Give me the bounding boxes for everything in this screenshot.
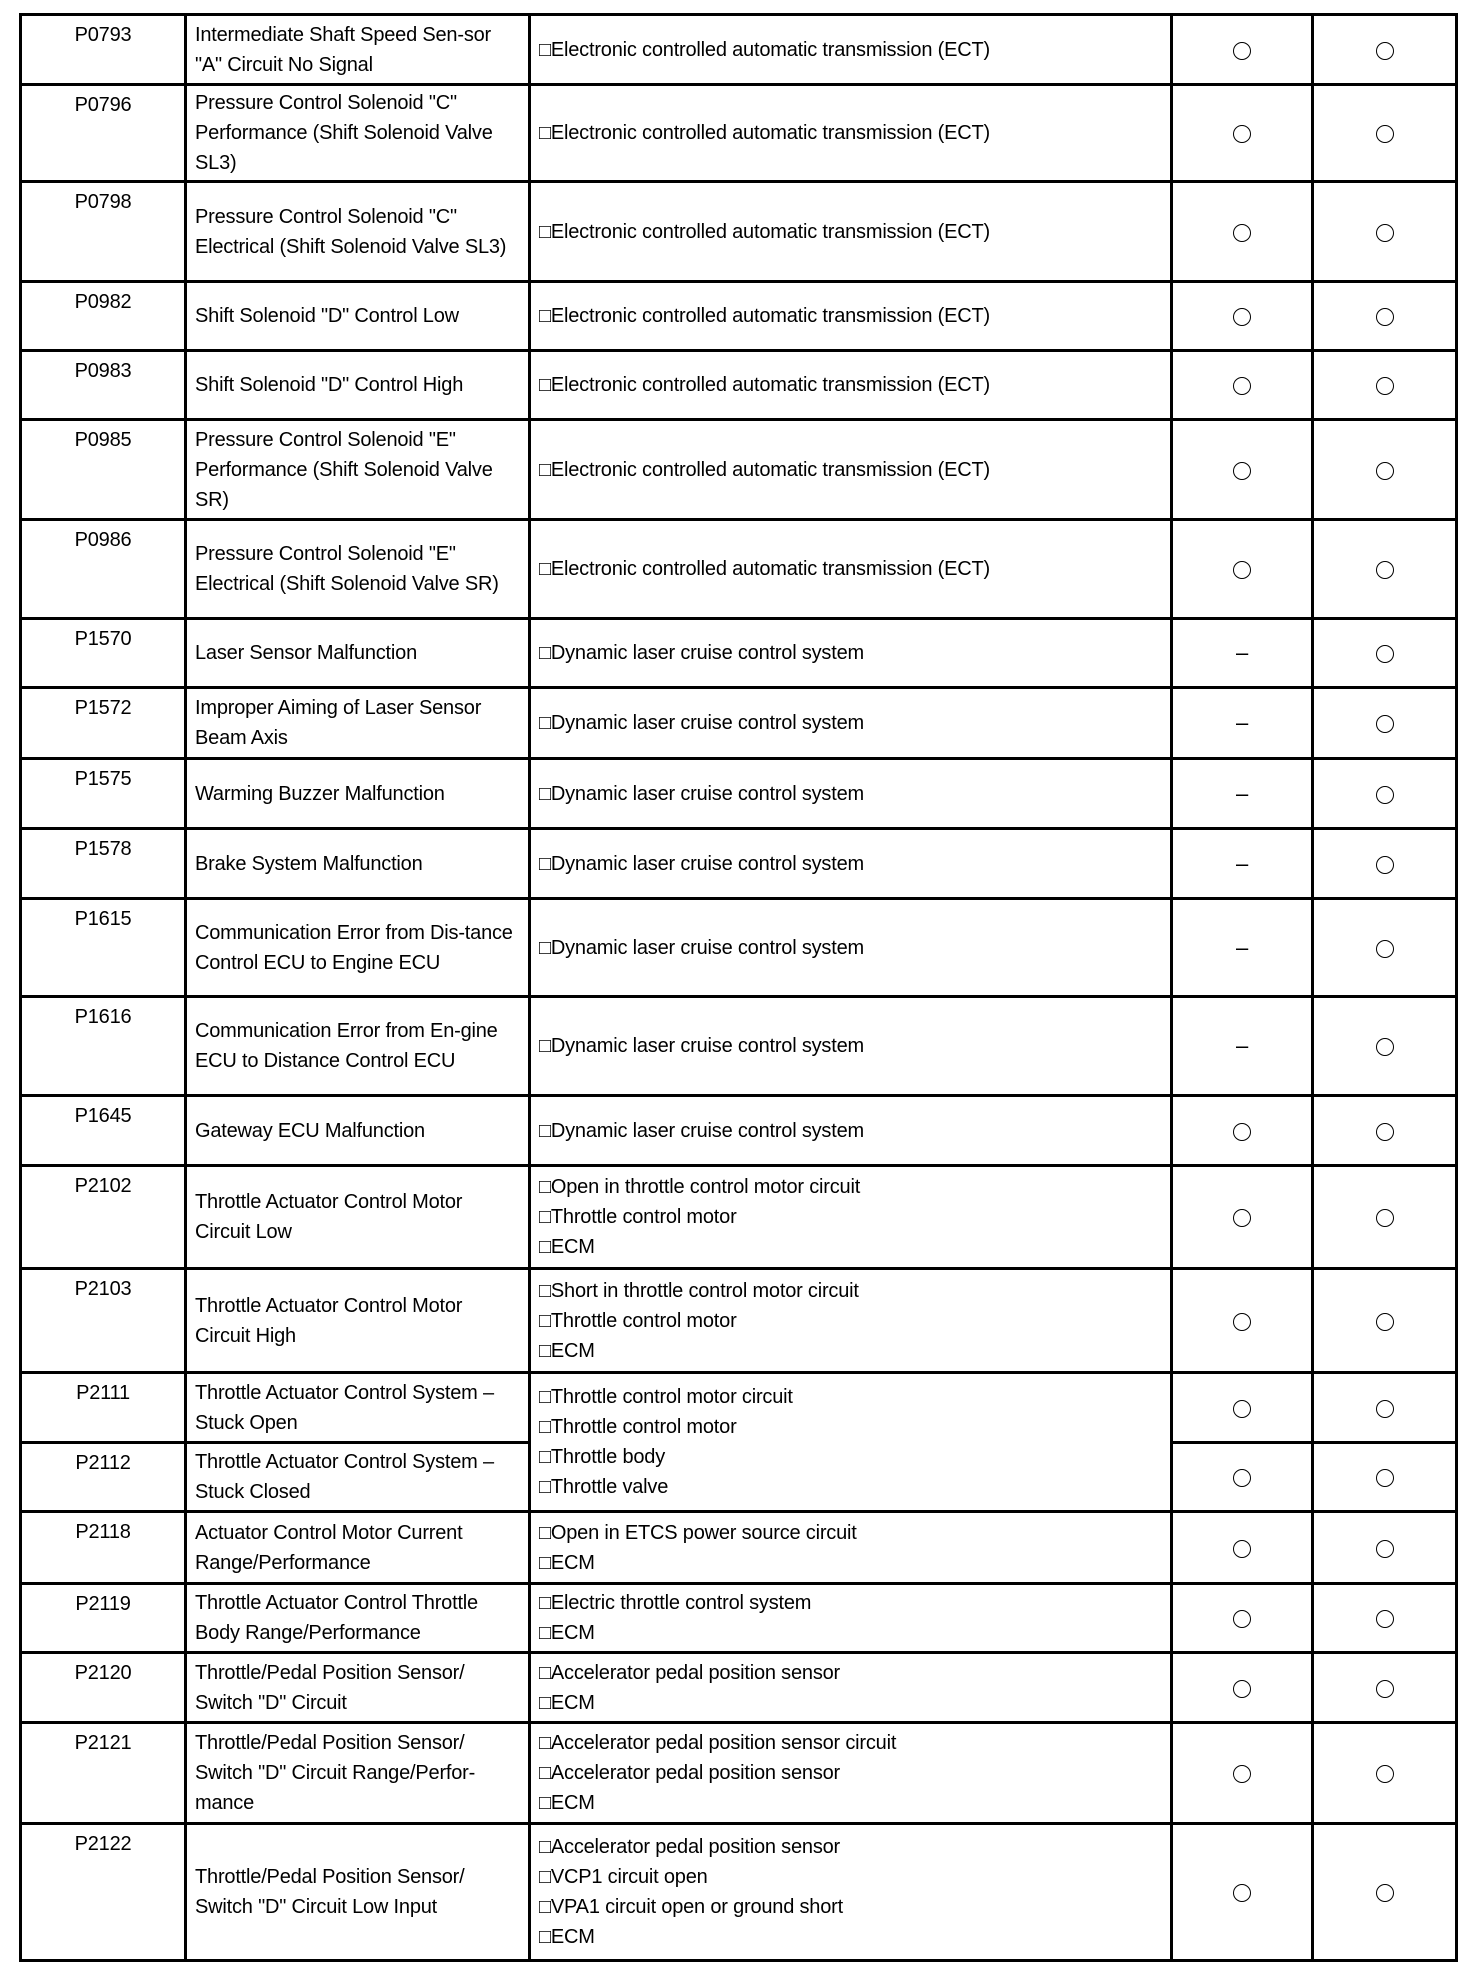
circle-mark-icon <box>1233 1765 1251 1783</box>
trouble-area <box>530 520 1172 619</box>
detection-item: Shift Solenoid "D" Control High <box>186 351 530 420</box>
trouble-area-item: □ECM <box>539 1792 595 1814</box>
detection-item: Shift Solenoid "D" Control Low <box>186 282 530 351</box>
trouble-area <box>530 1096 1172 1166</box>
dash-mark: – <box>1235 1033 1249 1058</box>
trouble-area-item: □Electronic controlled automatic transmission (ECT) <box>539 458 990 481</box>
trouble-area-item: □Electric throttle control system <box>539 1592 812 1614</box>
table-row <box>21 1584 1457 1653</box>
table-row <box>21 688 1457 759</box>
trouble-area-item: □Electronic controlled automatic transmission (ECT) <box>539 38 990 61</box>
dtc-code: P0985 <box>21 420 186 520</box>
trouble-area-item: □Electronic controlled automatic transmission (ECT) <box>539 305 990 327</box>
trouble-area <box>530 1166 1172 1269</box>
dash-mark: – <box>1235 710 1249 735</box>
circle-mark-icon <box>1376 1313 1394 1331</box>
dash-mark: – <box>1235 780 1249 806</box>
dtc-code: P0983 <box>21 351 186 420</box>
memory-indicator <box>1313 282 1457 351</box>
detection-item: Laser Sensor Malfunction <box>186 619 530 688</box>
mil-indicator <box>1172 1373 1313 1443</box>
mil-indicator <box>1172 829 1313 899</box>
dash-mark: – <box>1235 850 1249 876</box>
table-row <box>21 1824 1457 1961</box>
trouble-area-item: □Throttle control motor <box>539 1416 737 1438</box>
circle-mark-icon <box>1376 1610 1394 1628</box>
dtc-code: P2121 <box>21 1723 186 1824</box>
circle-mark-icon <box>1233 1400 1251 1418</box>
trouble-area-item: □Open in throttle control motor circuit <box>539 1176 861 1198</box>
trouble-area-item: □Dynamic laser cruise control system <box>539 1119 864 1142</box>
trouble-area-item: □Throttle valve <box>539 1476 669 1498</box>
table-row <box>21 420 1457 520</box>
detection-item: Throttle Actuator Control Throttle Body Range/Performance <box>186 1584 530 1653</box>
trouble-area <box>530 619 1172 688</box>
mil-indicator <box>1172 1166 1313 1269</box>
circle-mark-icon <box>1376 1680 1394 1698</box>
table-row <box>21 829 1457 899</box>
memory-indicator <box>1313 1269 1457 1373</box>
table-row <box>21 899 1457 997</box>
detection-item: Throttle Actuator Control System – Stuck Open <box>186 1373 530 1443</box>
table-row <box>21 619 1457 688</box>
trouble-area-item: □Dynamic laser cruise control system <box>539 782 864 805</box>
trouble-area-item: □Dynamic laser cruise control system <box>539 852 864 875</box>
trouble-area-item: □ECM <box>539 1691 595 1714</box>
mil-indicator <box>1172 520 1313 619</box>
trouble-area <box>530 1373 1172 1512</box>
trouble-area <box>530 688 1172 759</box>
dtc-code: P2120 <box>21 1653 186 1723</box>
dtc-code: P0986 <box>21 520 186 619</box>
trouble-area-item: □Accelerator pedal position sensor circuit <box>539 1732 897 1754</box>
memory-indicator <box>1313 619 1457 688</box>
circle-mark-icon <box>1233 1680 1251 1698</box>
trouble-area-item: □ECM <box>539 1339 595 1362</box>
memory-indicator <box>1313 351 1457 420</box>
circle-mark-icon <box>1376 856 1394 874</box>
table-row <box>21 1166 1457 1269</box>
memory-indicator <box>1313 688 1457 759</box>
table-row <box>21 520 1457 619</box>
detection-item: Throttle/Pedal Position Sensor/ Switch "D" Circuit Range/Perfor-mance <box>186 1723 530 1824</box>
mil-indicator <box>1172 1443 1313 1512</box>
trouble-area-item: □Open in ETCS power source circuit <box>539 1521 857 1544</box>
circle-mark-icon <box>1233 1469 1251 1487</box>
trouble-area-item: □VCP1 circuit open <box>539 1866 708 1888</box>
trouble-area-item: □Dynamic laser cruise control system <box>539 936 864 959</box>
circle-mark-icon <box>1376 1469 1394 1487</box>
mil-indicator <box>1172 688 1313 759</box>
detection-item: Pressure Control Solenoid "C" Performance (Shift Solenoid Valve SL3) <box>186 85 530 182</box>
dtc-code: P1572 <box>21 688 186 759</box>
trouble-area-item: □Electronic controlled automatic transmission (ECT) <box>539 374 990 396</box>
detection-item: Pressure Control Solenoid "C" Electrical (Shift Solenoid Valve SL3) <box>186 182 530 282</box>
dtc-code: P2122 <box>21 1824 186 1961</box>
circle-mark-icon <box>1376 645 1394 663</box>
dtc-code: P1575 <box>21 759 186 829</box>
memory-indicator <box>1313 1096 1457 1166</box>
trouble-area <box>530 1512 1172 1584</box>
circle-mark-icon <box>1233 462 1251 480</box>
trouble-area-item: □ECM <box>539 1926 595 1948</box>
dtc-code: P1578 <box>21 829 186 899</box>
circle-mark-icon <box>1376 42 1394 60</box>
trouble-area-item: □Electronic controlled automatic transmission (ECT) <box>539 220 990 243</box>
circle-mark-icon <box>1376 1884 1394 1902</box>
table-row <box>21 759 1457 829</box>
trouble-area-item: □Accelerator pedal position sensor <box>539 1836 841 1858</box>
trouble-area <box>530 1723 1172 1824</box>
trouble-area <box>530 899 1172 997</box>
dtc-code: P2102 <box>21 1166 186 1269</box>
memory-indicator <box>1313 1723 1457 1824</box>
circle-mark-icon <box>1233 377 1251 395</box>
dtc-code: P1615 <box>21 899 186 997</box>
circle-mark-icon <box>1233 125 1251 143</box>
circle-mark-icon <box>1233 42 1251 60</box>
circle-mark-icon <box>1233 561 1251 579</box>
mil-indicator <box>1172 1723 1313 1824</box>
memory-indicator <box>1313 829 1457 899</box>
detection-item: Throttle Actuator Control Motor Circuit Low <box>186 1166 530 1269</box>
table-row <box>21 997 1457 1096</box>
trouble-area <box>530 282 1172 351</box>
memory-indicator <box>1313 1373 1457 1443</box>
trouble-area-item: □Electronic controlled automatic transmission (ECT) <box>539 558 990 580</box>
mil-indicator <box>1172 759 1313 829</box>
detection-item: Pressure Control Solenoid "E" Electrical (Shift Solenoid Valve SR) <box>186 520 530 619</box>
dtc-code: P0793 <box>21 15 186 85</box>
trouble-area-item: □Throttle control motor <box>539 1206 737 1228</box>
memory-indicator <box>1313 1824 1457 1961</box>
circle-mark-icon <box>1376 308 1394 326</box>
trouble-area <box>530 829 1172 899</box>
trouble-area-item: □Electronic controlled automatic transmission (ECT) <box>539 122 990 144</box>
table-row <box>21 1096 1457 1166</box>
trouble-area <box>530 1824 1172 1961</box>
dash-mark: – <box>1235 934 1249 960</box>
circle-mark-icon <box>1233 1123 1251 1141</box>
circle-mark-icon <box>1233 224 1251 242</box>
dtc-code: P0798 <box>21 182 186 282</box>
dtc-code: P2112 <box>21 1443 186 1512</box>
dtc-code: P2103 <box>21 1269 186 1373</box>
trouble-area-item: □Accelerator pedal position sensor <box>539 1661 841 1684</box>
table-row <box>21 1653 1457 1723</box>
mil-indicator <box>1172 1824 1313 1961</box>
memory-indicator <box>1313 85 1457 182</box>
circle-mark-icon <box>1233 1884 1251 1902</box>
detection-item: Actuator Control Motor Current Range/Performance <box>186 1512 530 1584</box>
trouble-area <box>530 15 1172 85</box>
memory-indicator <box>1313 1512 1457 1584</box>
circle-mark-icon <box>1376 224 1394 242</box>
trouble-area <box>530 85 1172 182</box>
trouble-area-item: □Throttle control motor <box>539 1309 737 1332</box>
memory-indicator <box>1313 1166 1457 1269</box>
circle-mark-icon <box>1376 462 1394 480</box>
detection-item: Improper Aiming of Laser Sensor Beam Axis <box>186 688 530 759</box>
detection-item: Intermediate Shaft Speed Sen-sor "A" Circuit No Signal <box>186 15 530 85</box>
mil-indicator <box>1172 420 1313 520</box>
circle-mark-icon <box>1376 786 1394 804</box>
memory-indicator <box>1313 1653 1457 1723</box>
trouble-area-item: □Accelerator pedal position sensor <box>539 1762 841 1784</box>
memory-indicator <box>1313 1443 1457 1512</box>
mil-indicator <box>1172 619 1313 688</box>
table-row <box>21 85 1457 182</box>
memory-indicator <box>1313 1584 1457 1653</box>
mil-indicator <box>1172 85 1313 182</box>
trouble-area <box>530 182 1172 282</box>
circle-mark-icon <box>1233 308 1251 326</box>
table-row <box>21 182 1457 282</box>
circle-mark-icon <box>1233 1540 1251 1558</box>
memory-indicator <box>1313 15 1457 85</box>
circle-mark-icon <box>1233 1313 1251 1331</box>
circle-mark-icon <box>1376 1038 1394 1056</box>
dtc-code: P0982 <box>21 282 186 351</box>
table-row <box>21 1723 1457 1824</box>
circle-mark-icon <box>1376 1540 1394 1558</box>
dtc-code: P2111 <box>21 1373 186 1443</box>
trouble-area-item: □Throttle control motor circuit <box>539 1386 793 1408</box>
circle-mark-icon <box>1376 940 1394 958</box>
circle-mark-icon <box>1376 125 1394 143</box>
detection-item: Throttle Actuator Control Motor Circuit High <box>186 1269 530 1373</box>
dtc-code: P1616 <box>21 997 186 1096</box>
memory-indicator <box>1313 182 1457 282</box>
table-row <box>21 282 1457 351</box>
memory-indicator <box>1313 759 1457 829</box>
mil-indicator <box>1172 899 1313 997</box>
dtc-code: P2118 <box>21 1512 186 1584</box>
mil-indicator <box>1172 1584 1313 1653</box>
mil-indicator <box>1172 351 1313 420</box>
circle-mark-icon <box>1233 1209 1251 1227</box>
circle-mark-icon <box>1376 377 1394 395</box>
dtc-code: P1570 <box>21 619 186 688</box>
dtc-code: P2119 <box>21 1584 186 1653</box>
detection-item: Pressure Control Solenoid "E" Performance (Shift Solenoid Valve SR) <box>186 420 530 520</box>
dtc-table <box>19 13 1458 1962</box>
table-row <box>21 15 1457 85</box>
trouble-area <box>530 351 1172 420</box>
trouble-area-item: □Dynamic laser cruise control system <box>539 1035 864 1057</box>
memory-indicator <box>1313 997 1457 1096</box>
mil-indicator <box>1172 1512 1313 1584</box>
trouble-area-item: □Throttle body <box>539 1446 666 1468</box>
mil-indicator <box>1172 997 1313 1096</box>
trouble-area-item: □Dynamic laser cruise control system <box>539 712 864 734</box>
dtc-table-body <box>21 15 1457 1961</box>
trouble-area-item: □ECM <box>539 1622 595 1644</box>
trouble-area-item: □ECM <box>539 1236 595 1258</box>
detection-item: Throttle/Pedal Position Sensor/ Switch "D" Circuit Low Input <box>186 1824 530 1961</box>
mil-indicator <box>1172 182 1313 282</box>
detection-item: Throttle Actuator Control System – Stuck Closed <box>186 1443 530 1512</box>
circle-mark-icon <box>1376 1400 1394 1418</box>
table-row <box>21 1512 1457 1584</box>
trouble-area <box>530 1584 1172 1653</box>
circle-mark-icon <box>1376 1209 1394 1227</box>
table-row <box>21 351 1457 420</box>
detection-item: Communication Error from En-gine ECU to Distance Control ECU <box>186 997 530 1096</box>
dtc-code: P0796 <box>21 85 186 182</box>
trouble-area-item: □VPA1 circuit open or ground short <box>539 1896 843 1918</box>
detection-item: Communication Error from Dis-tance Control ECU to Engine ECU <box>186 899 530 997</box>
mil-indicator <box>1172 1096 1313 1166</box>
trouble-area <box>530 420 1172 520</box>
detection-item: Warming Buzzer Malfunction <box>186 759 530 829</box>
mil-indicator <box>1172 282 1313 351</box>
trouble-area <box>530 997 1172 1096</box>
circle-mark-icon <box>1376 561 1394 579</box>
circle-mark-icon <box>1376 715 1394 733</box>
detection-item: Throttle/Pedal Position Sensor/ Switch "D" Circuit <box>186 1653 530 1723</box>
memory-indicator <box>1313 520 1457 619</box>
memory-indicator <box>1313 420 1457 520</box>
trouble-area <box>530 1653 1172 1723</box>
table-row <box>21 1373 1457 1443</box>
detection-item: Brake System Malfunction <box>186 829 530 899</box>
dtc-code: P1645 <box>21 1096 186 1166</box>
trouble-area-item: □Dynamic laser cruise control system <box>539 642 864 664</box>
trouble-area-item: □ECM <box>539 1551 595 1574</box>
mil-indicator <box>1172 15 1313 85</box>
table-row <box>21 1269 1457 1373</box>
trouble-area-item: □Short in throttle control motor circuit <box>539 1279 859 1302</box>
trouble-area <box>530 759 1172 829</box>
detection-item: Gateway ECU Malfunction <box>186 1096 530 1166</box>
trouble-area <box>530 1269 1172 1373</box>
memory-indicator <box>1313 899 1457 997</box>
circle-mark-icon <box>1376 1123 1394 1141</box>
mil-indicator <box>1172 1653 1313 1723</box>
circle-mark-icon <box>1376 1765 1394 1783</box>
dash-mark: – <box>1235 640 1249 665</box>
mil-indicator <box>1172 1269 1313 1373</box>
circle-mark-icon <box>1233 1610 1251 1628</box>
